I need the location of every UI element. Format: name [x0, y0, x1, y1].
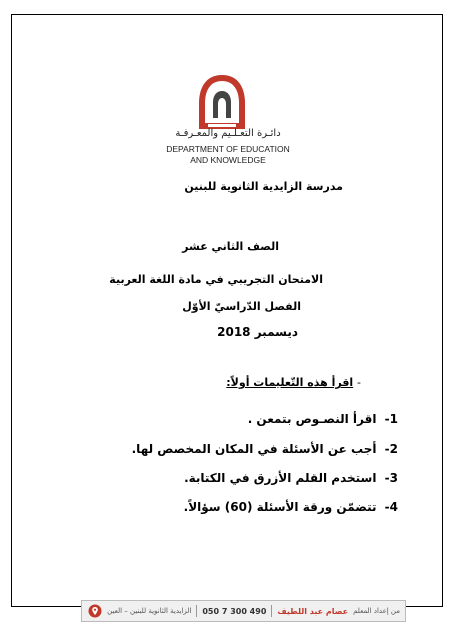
- grade-level: الصف الثاني عشر: [182, 240, 279, 253]
- instructions-heading-text: اقرأ هذه التّعليمات أولاً:: [226, 376, 354, 389]
- exam-title: الامتحان التجريبي في مادة اللغة العربية: [109, 273, 323, 286]
- footer-divider: [196, 605, 197, 617]
- exam-date: ديسمبر 2018: [217, 325, 298, 339]
- department-name-english-line2: AND KNOWLEDGE: [190, 155, 266, 165]
- instruction-item: [184, 471, 398, 485]
- instruction-item: [184, 500, 398, 514]
- instruction-text: تتضمّن ورقة الأسئلة (60) سؤالاً.: [183, 500, 377, 514]
- instruction-item: [132, 442, 398, 456]
- department-name-english-line1: DEPARTMENT OF EDUCATION: [166, 144, 290, 154]
- department-logo: [196, 74, 248, 130]
- instruction-number: 3-: [384, 471, 398, 485]
- instruction-number: 1-: [384, 412, 398, 426]
- instruction-number: 2-: [384, 442, 398, 456]
- footer-banner: [81, 600, 406, 622]
- school-name: مدرسة الزايدية الثانوية للبنين: [184, 180, 343, 193]
- department-name-english: [148, 144, 308, 166]
- teacher-name: عصام عبد اللطيف: [277, 606, 349, 616]
- teacher-phone: 050 7 300 490: [202, 606, 267, 616]
- instruction-text: أجب عن الأسئلة في المكان المخصص لها.: [131, 442, 377, 456]
- heading-bullet: -: [357, 376, 361, 389]
- school-location: الزايدية الثانوية للبنين – العين: [107, 607, 192, 615]
- prepared-by-label: من إعداد المعلم: [353, 607, 400, 615]
- term-label: الفصل الدّراسيّ الأوّل: [182, 300, 301, 313]
- instructions-heading: [226, 376, 373, 389]
- location-pin-icon: [88, 604, 102, 618]
- department-name-arabic: دائـرة التعـلـيم والمعـرفـة: [175, 128, 281, 139]
- footer-divider: [271, 605, 272, 617]
- instruction-number: 4-: [384, 500, 398, 514]
- instruction-item: [248, 412, 398, 426]
- instruction-text: اقرأ النصـوص بتمعن .: [247, 412, 377, 426]
- instruction-text: استخدم القلم الأزرق في الكتابة.: [184, 471, 377, 485]
